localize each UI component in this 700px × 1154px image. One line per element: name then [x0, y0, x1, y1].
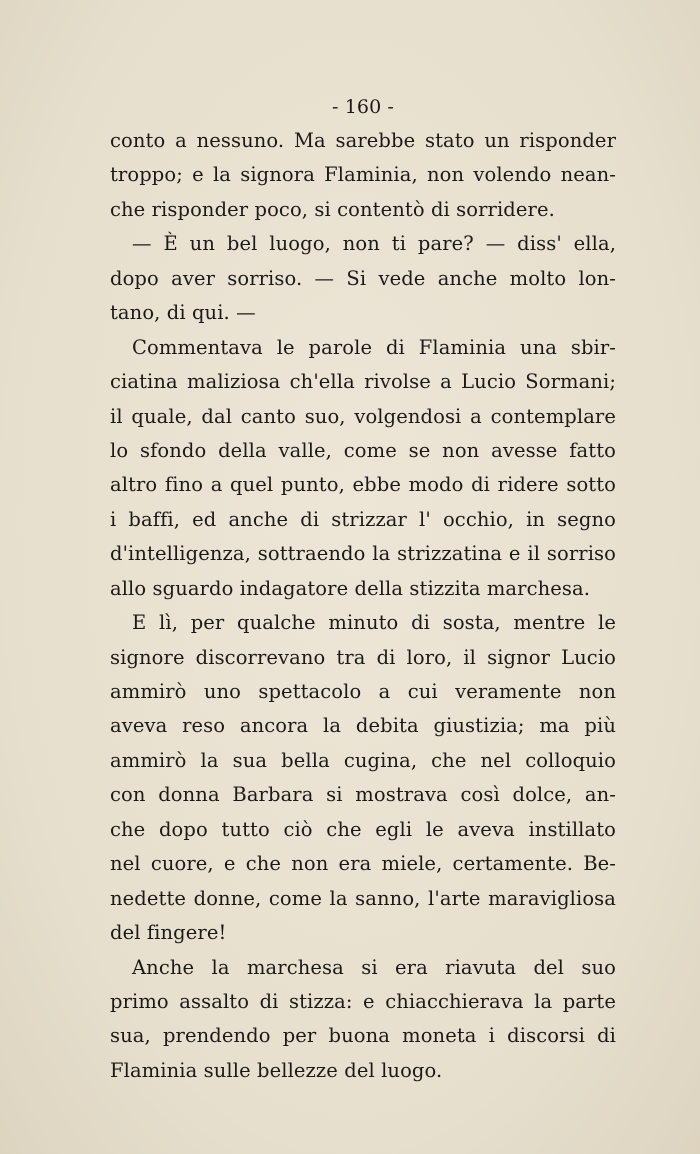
text-line: ammirò uno spettacolo a cui veramente non: [110, 680, 616, 703]
text-line: lo sfondo della valle, come se non avesse fatto: [110, 438, 616, 462]
text-line: con donna Barbara si mostrava così dolce, an-: [110, 783, 616, 807]
text-line: primo assalto di stizza: e chiacchierava la parte: [110, 989, 616, 1013]
text-line: Anche la marchesa si era riavuta del suo: [132, 955, 616, 979]
text-line: signore discorrevano tra di loro, il signor Lucio: [110, 645, 616, 669]
text-line: altro fino a quel punto, ebbe modo di ridere sotto: [110, 473, 616, 497]
text-line: nel cuore, e che non era miele, certamente. Be-: [110, 852, 616, 876]
text-line: ammirò la sua bella cugina, che nel colloquio: [110, 748, 616, 772]
text-line: che dopo tutto ciò che egli le aveva instillato: [110, 817, 616, 841]
text-line: nedette donne, come la sanno, l'arte maravigliosa: [110, 886, 616, 910]
text-line: d'intelligenza, sottraendo la strizzatina e il sorriso: [110, 542, 616, 566]
text-line: sua, prendendo per buona moneta i discorsi di: [110, 1024, 616, 1048]
text-line: ciatina maliziosa ch'ella rivolse a Lucio Sormani;: [110, 370, 616, 394]
text-line: che risponder poco, si contentò di sorridere.: [110, 197, 555, 221]
text-line: conto a nessuno. Ma sarebbe stato un risponder: [110, 129, 616, 152]
text-line: il quale, dal canto suo, volgendosi a contemplare: [110, 404, 616, 428]
text-line: — È un bel luogo, non ti pare? — diss' ella,: [132, 232, 616, 256]
page-number: - 160 -: [332, 96, 394, 118]
text-line: troppo; e la signora Flaminia, non volendo nean-: [110, 163, 616, 187]
text-line: del fingere!: [110, 921, 227, 945]
body-text: [110, 124, 616, 1088]
text-line: Flaminia sulle bellezze del luogo.: [110, 1058, 443, 1082]
text-line: dopo aver sorriso. — Si vede anche molto lon-: [110, 266, 616, 290]
text-line: tano, di qui. —: [110, 301, 256, 325]
text-line: allo sguardo indagatore della stizzita marchesa.: [110, 576, 591, 600]
text-line: E lì, per qualche minuto di sosta, mentre le: [132, 611, 616, 635]
text-line: i baffi, ed anche di strizzar l' occhio, in segno: [110, 507, 616, 531]
text-line: Commentava le parole di Flaminia una sbir-: [132, 335, 616, 359]
text-line: aveva reso ancora la debita giustizia; ma più: [110, 714, 616, 738]
text-block: [110, 90, 616, 1088]
